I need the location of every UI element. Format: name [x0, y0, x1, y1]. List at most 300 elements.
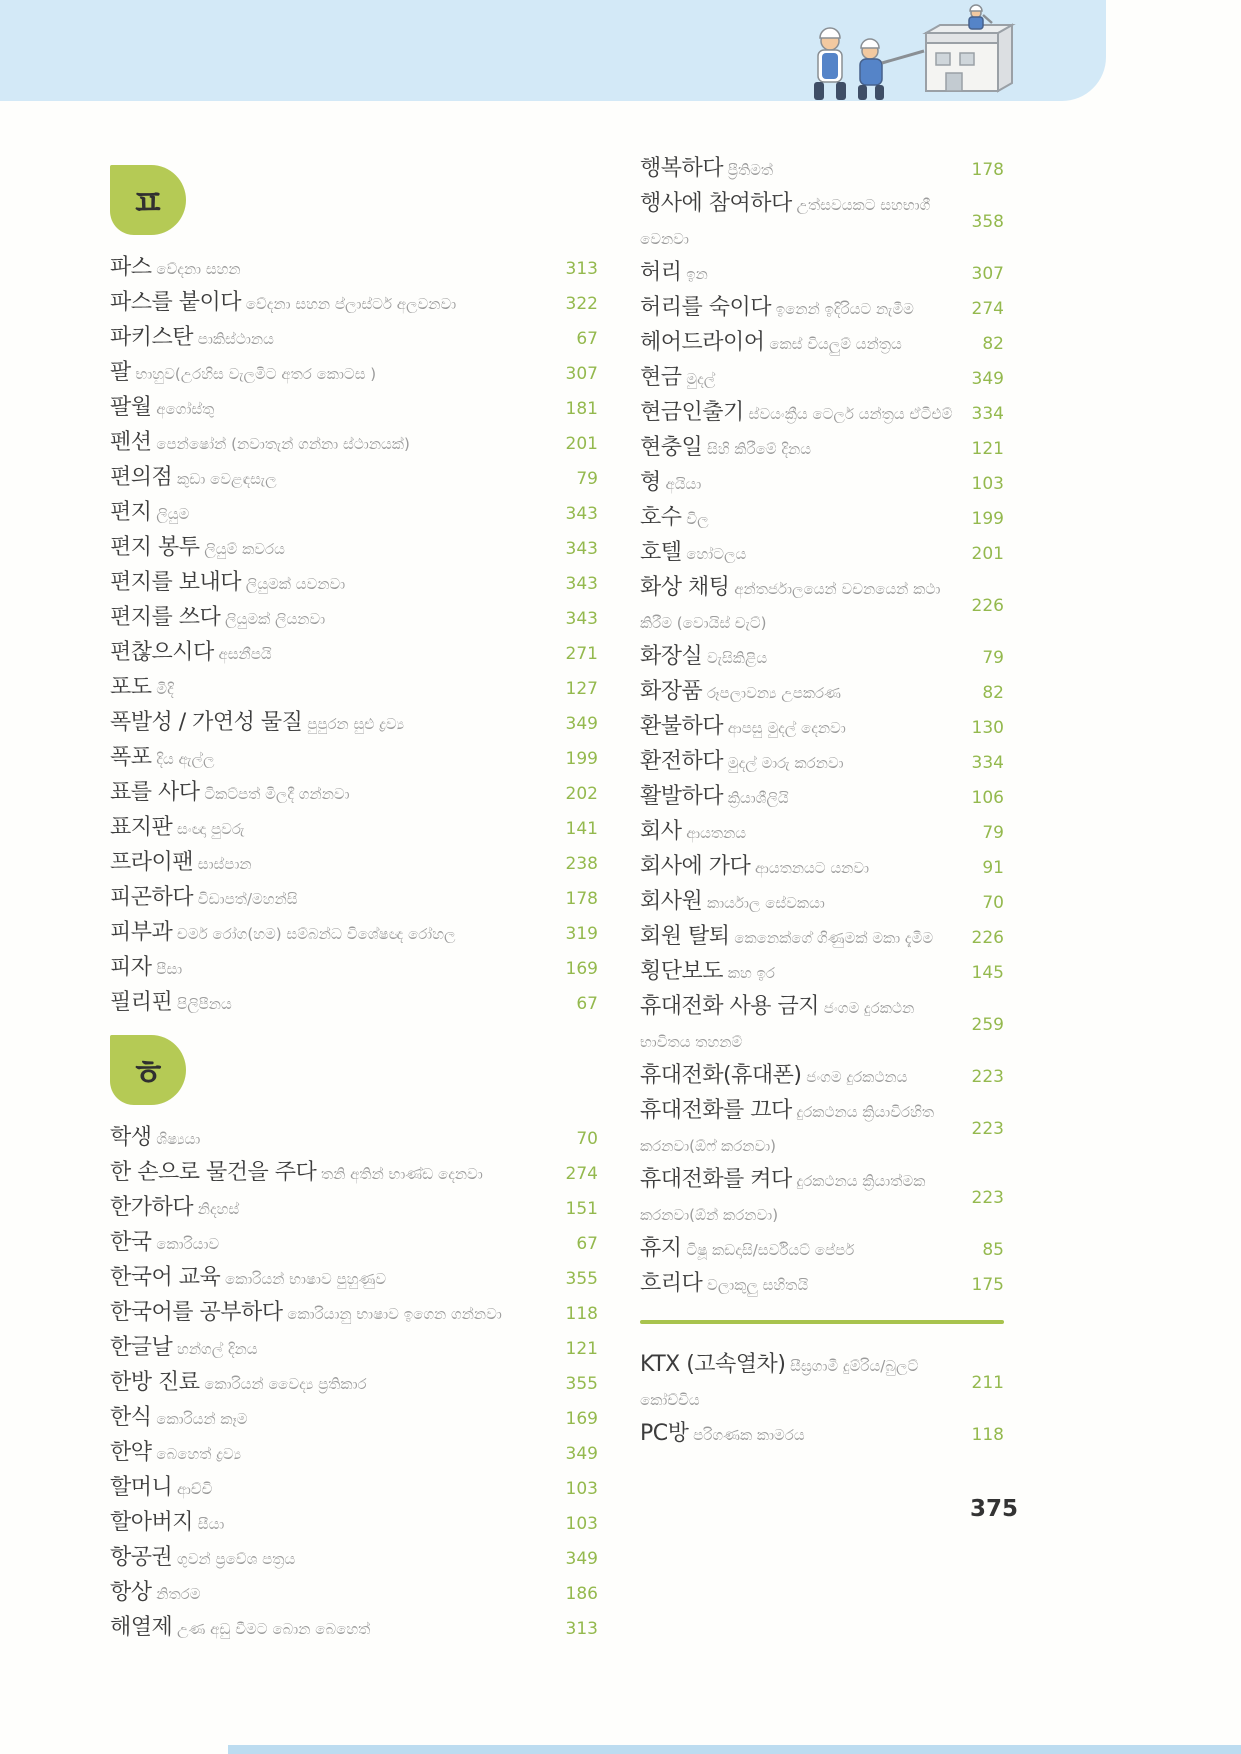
index-entry: [110, 846, 598, 881]
index-entry-korean: 한가하다: [110, 1195, 194, 1220]
index-entry-page: 199: [971, 508, 1004, 529]
index-entry: [110, 1331, 598, 1366]
index-entry-gloss: ටිෂූ කඩදාසි/සර්වියට් පේපර්: [681, 1241, 855, 1259]
index-entry-gloss: හන්ගල් දිනය: [172, 1340, 258, 1358]
index-entry-korean: 활발하다: [640, 784, 724, 809]
section-divider: [640, 1320, 1004, 1324]
index-entry: [640, 955, 1004, 990]
index-entry-korean: 휴대전화를 끄다: [640, 1098, 792, 1123]
index-entry-page: 343: [565, 573, 598, 594]
index-entry-korean: 포도: [110, 675, 152, 700]
index-entry-korean: 파스를 붙이다: [110, 290, 242, 315]
index-entry: [110, 1506, 598, 1541]
index-entry-korean: 회사원: [640, 889, 703, 914]
index-entry-text: [110, 986, 564, 1021]
index-entry-page: 271: [565, 643, 598, 664]
index-entry-page: 103: [565, 1513, 598, 1534]
index-entry: [110, 321, 598, 356]
index-entry: [640, 501, 1004, 536]
index-entry: [110, 1226, 598, 1261]
index-entry-page: 178: [971, 159, 1004, 180]
index-entry-text: [640, 396, 970, 431]
index-entry-text: [640, 501, 970, 536]
index-entry-page: 199: [565, 748, 598, 769]
index-entry-page: 118: [565, 1303, 598, 1324]
index-entry: [110, 1156, 598, 1191]
index-entry-gloss: විල: [681, 510, 709, 528]
index-entry-page: 85: [982, 1239, 1004, 1260]
index-entry: [640, 291, 1004, 326]
index-entry-text: [110, 1401, 564, 1436]
index-entry-gloss: තනි අතින් භාණ්ඩ දෙනවා: [316, 1165, 483, 1183]
index-entry: [640, 640, 1004, 675]
section-badge: ㅍ: [110, 165, 186, 235]
index-entry-page: 67: [576, 1233, 598, 1254]
index-entry-text: [110, 1296, 564, 1331]
index-entry-gloss: සීඝ්‍රගාමී දුම්රිය/බුලට් කෝච්චිය: [640, 1357, 919, 1409]
index-entry-korean: 화상 채팅: [640, 575, 730, 600]
index-entry-korean: 편의점: [110, 465, 173, 490]
index-entry-text: [640, 1267, 970, 1302]
index-entry-gloss: ලියුමක් යවනවා: [241, 575, 346, 593]
index-entry-gloss: කෙස් වියලුම් යන්ත්‍රය: [764, 335, 902, 353]
index-entry-korean: 한국어 교육: [110, 1265, 221, 1290]
index-entry-text: [640, 466, 970, 501]
index-entry-gloss: වේදනා සහන ප්ලාස්ටර් අලවනවා: [241, 295, 457, 313]
index-entry-gloss: සංඥා පුවරු: [172, 820, 245, 838]
index-entry-korean: 팔월: [110, 395, 152, 420]
worker-carrying: [814, 28, 846, 100]
index-entry-korean: 펜션: [110, 430, 152, 455]
index-entry-page: 307: [971, 263, 1004, 284]
index-entry-text: [110, 1156, 564, 1191]
index-entry: [110, 1436, 598, 1471]
index-entry-text: [110, 251, 564, 286]
index-entry: [110, 636, 598, 671]
index-entry-gloss: පුපුරන සුළු ද්‍රව්‍ය: [302, 715, 405, 733]
index-entry-korean: 필리핀: [110, 990, 173, 1015]
index-entry-text: [110, 1506, 564, 1541]
index-entry: [110, 741, 598, 776]
index-entry-korean: 항상: [110, 1580, 152, 1605]
index-entry-korean: 학생: [110, 1125, 152, 1150]
index-entry-gloss: කොරියානු භාෂාව ඉගෙන ගන්නවා: [282, 1305, 502, 1323]
index-entry-page: 201: [971, 543, 1004, 564]
index-entry-gloss: කාර්යාල සේවකයා: [702, 894, 825, 912]
index-entry: [110, 601, 598, 636]
index-entry-gloss: බෙහෙත් ද්‍රව්‍ය: [151, 1445, 242, 1463]
index-entry-page: 313: [565, 1618, 598, 1639]
index-entry-text: [640, 361, 970, 396]
index-entry-page: 70: [982, 892, 1004, 913]
index-entry-text: [110, 1436, 564, 1471]
index-entry-text: [640, 291, 970, 326]
index-entry-page: 202: [565, 783, 598, 804]
index-entry-text: [110, 671, 564, 706]
index-entry-text: [110, 741, 564, 776]
index-entry-page: 121: [971, 438, 1004, 459]
index-entry-korean: 호텔: [640, 540, 682, 565]
index-entry: [110, 461, 598, 496]
index-entry: [110, 531, 598, 566]
index-entry-page: 358: [971, 211, 1004, 232]
building: [926, 25, 1012, 91]
index-entry-korean: KTX (고속열차): [640, 1352, 786, 1377]
index-entry-gloss: සීයා: [193, 1515, 225, 1533]
index-entry-text: [640, 536, 970, 571]
index-entry-gloss: ලියුම් කවරය: [199, 540, 285, 558]
index-entry-text: [110, 1611, 564, 1646]
index-entry-text: [110, 776, 564, 811]
index-entry-korean: 한방 진료: [110, 1370, 200, 1395]
index-entry-korean: 편지: [110, 500, 152, 525]
index-entry-gloss: කොරියන් කෑම: [151, 1410, 248, 1428]
index-entry: [640, 1059, 1004, 1094]
worker-helper: [858, 39, 924, 100]
index-entry-gloss: ස්වයංක්‍රීය ටෙලර් යන්ත්‍රය ඒටීඑම්: [743, 405, 953, 423]
index-entry-gloss: පෙන්ෂෝන් (නවාතැන් ගන්නා ස්ථානයක්): [151, 435, 410, 453]
index-entry-korean: 회원 탈퇴: [640, 924, 730, 949]
index-entry-text: [640, 571, 970, 640]
index-entry-gloss: පරිගණක කාමරය: [688, 1426, 805, 1444]
index-entry-page: 118: [971, 1424, 1004, 1445]
section-badge: ㅎ: [110, 1035, 186, 1105]
index-entry-korean: 폭포: [110, 745, 152, 770]
index-entry-gloss: සාස්පාන: [193, 855, 252, 873]
index-entry-gloss: සිහි කිරීමේ දිනය: [702, 440, 812, 458]
index-entry-text: [110, 951, 564, 986]
index-entry-korean: PC방: [640, 1421, 689, 1446]
index-entry-korean: 현금인출기: [640, 400, 744, 425]
index-entry-page: 106: [971, 787, 1004, 808]
index-entry-korean: 한 손으로 물건을 주다: [110, 1160, 317, 1185]
index-entry-text: [640, 710, 970, 745]
index-entry-text: [110, 1471, 564, 1506]
index-entry-gloss: අයියා: [660, 475, 702, 493]
index-entry-text: [640, 326, 970, 361]
index-entry-page: 343: [565, 608, 598, 629]
index-entry-korean: 휴대전화(휴대폰): [640, 1063, 802, 1088]
index-entry-page: 334: [971, 403, 1004, 424]
index-entry: [110, 1121, 598, 1156]
index-entry: [640, 920, 1004, 955]
index-entry-text: [110, 286, 564, 321]
index-entry: [640, 361, 1004, 396]
index-entry-gloss: ශිෂ්‍යයා: [151, 1130, 201, 1148]
index-entry-gloss: දුරකථනය ක්‍රියාවිරහිත කරනවා(ඕෆ් කරනවා): [640, 1103, 935, 1155]
index-entry-text: [640, 640, 970, 675]
index-entry-text: [110, 461, 564, 496]
index-entry-page: 313: [565, 258, 598, 279]
index-entry: [110, 391, 598, 426]
index-entry: [640, 1348, 1004, 1417]
index-entry-gloss: කොරියන් වෛද්‍ය ප්‍රතිකාර: [199, 1375, 367, 1393]
index-entry-korean: 해열제: [110, 1615, 173, 1640]
index-entry: [110, 671, 598, 706]
index-entry-text: [110, 356, 564, 391]
index-entry-text: [110, 1366, 564, 1401]
index-entry-gloss: උත්සවයකට සහභාගී වෙනවා: [640, 196, 931, 248]
index-entry-gloss: ගුවන් ප්‍රවේශ පත්‍රය: [172, 1550, 296, 1568]
index-entry: [110, 1611, 598, 1646]
index-entry-korean: 호수: [640, 505, 682, 530]
index-entry-text: [640, 955, 970, 990]
index-entry-korean: 현충일: [640, 435, 703, 460]
index-entry: [640, 466, 1004, 501]
index-entry-korean: 회사: [640, 819, 682, 844]
index-entry-korean: 허리를 숙이다: [640, 295, 772, 320]
index-entry: [110, 1471, 598, 1506]
index-entry-page: 67: [576, 328, 598, 349]
index-entry-gloss: ආයතනයට යනවා: [750, 859, 870, 877]
index-entry-gloss: ආපසු මුදල් දෙනවා: [723, 719, 846, 737]
index-entry: [640, 152, 1004, 187]
index-entry-korean: 허리: [640, 260, 682, 285]
index-entry-korean: 휴대전화를 켜다: [640, 1167, 792, 1192]
index-entry-gloss: වලාකුලු සහිතයි: [702, 1276, 809, 1294]
index-entry-page: 259: [971, 1014, 1004, 1035]
index-entry-text: [110, 1261, 564, 1296]
index-entry: [110, 1191, 598, 1226]
index-entry-page: 343: [565, 538, 598, 559]
index-entry-korean: 행복하다: [640, 156, 724, 181]
index-entry-gloss: නිතරම: [151, 1585, 201, 1603]
index-entry-text: [110, 1331, 564, 1366]
index-entry-text: [640, 920, 970, 955]
index-entry-page: 343: [565, 503, 598, 524]
index-entry-page: 130: [971, 717, 1004, 738]
construction-illustration: [808, 3, 1018, 103]
index-entry-page: 349: [565, 713, 598, 734]
index-entry-korean: 폭발성 / 가연성 물질: [110, 710, 303, 735]
index-entry-page: 238: [565, 853, 598, 874]
index-entry-gloss: ටිකට්පත් මිලදී ගන්නවා: [199, 785, 350, 803]
index-entry-page: 67: [576, 993, 598, 1014]
index-entry: [640, 815, 1004, 850]
index-entry-text: [110, 881, 564, 916]
index-entry-page: 223: [971, 1066, 1004, 1087]
index-entry-text: [640, 675, 970, 710]
index-entry-korean: 표지판: [110, 815, 173, 840]
index-entry-page: 349: [565, 1548, 598, 1569]
index-entry-page: 103: [971, 473, 1004, 494]
index-entry-page: 349: [971, 368, 1004, 389]
index-entry: [640, 745, 1004, 780]
index-entry-page: 82: [982, 333, 1004, 354]
index-entry: [640, 850, 1004, 885]
index-entry-page: 141: [565, 818, 598, 839]
index-entry-page: 169: [565, 1408, 598, 1429]
index-entry: [640, 780, 1004, 815]
index-entry-korean: 편지를 쓰다: [110, 605, 221, 630]
index-entry-korean: 피곤하다: [110, 885, 194, 910]
index-entry-page: 355: [565, 1268, 598, 1289]
index-entry-page: 349: [565, 1443, 598, 1464]
page-number: 375: [969, 1496, 1018, 1522]
index-entry-text: [640, 815, 970, 850]
index-entry-page: 355: [565, 1373, 598, 1394]
index-entry-korean: 환전하다: [640, 749, 724, 774]
index-entry-gloss: ලියුම: [151, 505, 190, 523]
index-entry: [110, 811, 598, 846]
index-entry-gloss: ජංගම දුරකථන භාවිතය තහනම්: [640, 999, 915, 1051]
index-entry-gloss: භාහුව(උරහිස වැලමිට අතර කොටස ): [130, 365, 377, 383]
index-entry-page: 226: [971, 595, 1004, 616]
index-entry-text: [640, 152, 970, 187]
index-entry-gloss: දුරකථනය ක්‍රියාත්මක කරනවා(ඕන් කරනවා): [640, 1172, 926, 1224]
index-entry-gloss: රූපලාවන්‍ය උපකරණ: [702, 684, 841, 702]
index-entry: [110, 1261, 598, 1296]
index-entry-page: 169: [565, 958, 598, 979]
index-entry-gloss: වැසිකිළිය: [702, 649, 768, 667]
index-entry-text: [110, 496, 564, 531]
index-entry: [110, 776, 598, 811]
index-entry: [640, 326, 1004, 361]
index-entry-page: 178: [565, 888, 598, 909]
index-entry: [640, 256, 1004, 291]
index-entry-korean: 편찮으시다: [110, 640, 214, 665]
index-entry-text: [110, 531, 564, 566]
index-entry-korean: 흐리다: [640, 1271, 703, 1296]
index-entry-gloss: කුඩා වෙළඳසැල: [172, 470, 277, 488]
index-entry: [640, 990, 1004, 1059]
index-entry-text: [110, 321, 564, 356]
header-band: [0, 0, 1106, 101]
index-entry-korean: 피부과: [110, 920, 173, 945]
index-entry-gloss: විඩාපත්/මහන්සි: [193, 890, 298, 908]
index-entry-text: [640, 990, 970, 1059]
index-entry-korean: 파키스탄: [110, 325, 194, 350]
index-entry-text: [110, 1576, 564, 1611]
index-entry-page: 334: [971, 752, 1004, 773]
index-entry-gloss: මුදල් මාරු කරනවා: [723, 754, 844, 772]
index-entry: [110, 706, 598, 741]
index-entry-korean: 휴대전화 사용 금지: [640, 994, 820, 1019]
index-entry: [640, 710, 1004, 745]
index-entry: [640, 431, 1004, 466]
index-entry-korean: 형: [640, 470, 661, 495]
index-entry-gloss: අන්තර්ජාලයෙන් වචනයෙන් කථා කිරීම (වොයිස් චැට්): [640, 580, 941, 632]
index-entry: [110, 916, 598, 951]
index-entry-page: 175: [971, 1274, 1004, 1295]
index-entry: [640, 536, 1004, 571]
index-entry-korean: 화장품: [640, 679, 703, 704]
index-entry-page: 181: [565, 398, 598, 419]
index-entry-text: [640, 885, 970, 920]
index-entry-gloss: ක්‍රියාශීලියි: [723, 789, 789, 807]
index-entry-page: 307: [565, 363, 598, 384]
index-entry-gloss: කහ ඉර: [723, 964, 775, 982]
index-entry-page: 322: [565, 293, 598, 314]
index-entry: [110, 1401, 598, 1436]
index-entry-gloss: උණ අඩු වීමට බොන බෙහෙත්: [172, 1620, 371, 1638]
index-entry-text: [640, 1348, 970, 1417]
index-entry-text: [640, 431, 970, 466]
index-entry-text: [640, 1094, 970, 1163]
index-entry-text: [110, 706, 564, 741]
index-entry-gloss: ප්‍රීතිමත්: [723, 161, 774, 179]
index-entry-korean: 행사에 참여하다: [640, 191, 792, 216]
index-entry-text: [640, 745, 970, 780]
index-entry-text: [110, 1121, 564, 1156]
index-entry-gloss: ලියුමක් ලියනවා: [220, 610, 326, 628]
index-entry: [110, 356, 598, 391]
index-entry-page: 103: [565, 1478, 598, 1499]
index-entry-text: [110, 426, 564, 461]
index-entry-korean: 한식: [110, 1405, 152, 1430]
index-entry-gloss: කොරියාව: [151, 1235, 220, 1253]
index-entry-korean: 헤어드라이어: [640, 330, 765, 355]
index-entry-korean: 파스: [110, 255, 152, 280]
index-entry-page: 151: [565, 1198, 598, 1219]
index-entry-gloss: ඉනෙන් ඉදිරියට නැමීම: [771, 300, 914, 318]
index-entry-text: [640, 256, 970, 291]
index-entry: [110, 286, 598, 321]
index-entry: [110, 496, 598, 531]
index-entry-text: [110, 566, 564, 601]
index-entry-korean: 팔: [110, 360, 131, 385]
index-entry-gloss: කොරියන් භාෂාව පුහුණුව: [220, 1270, 387, 1288]
index-entry-gloss: පීසා: [151, 960, 183, 978]
index-entry-text: [110, 601, 564, 636]
index-entry-text: [640, 1232, 970, 1267]
index-entry-page: 82: [982, 682, 1004, 703]
index-entry: [110, 1296, 598, 1331]
index-entry-text: [640, 187, 970, 256]
index-entry-page: 223: [971, 1118, 1004, 1139]
index-entry-page: 211: [971, 1372, 1004, 1393]
index-entry-gloss: අගෝස්තු: [151, 400, 215, 418]
index-entry-korean: 할아버지: [110, 1510, 194, 1535]
index-entry-korean: 한글날: [110, 1335, 173, 1360]
index-entry: [640, 885, 1004, 920]
index-entry-page: 319: [565, 923, 598, 944]
index-entry: [110, 251, 598, 286]
index-entry-text: [110, 811, 564, 846]
index-entry-page: 79: [982, 822, 1004, 843]
index-entry-page: 226: [971, 927, 1004, 948]
index-entry-gloss: මුදල්: [681, 370, 716, 388]
index-entry-gloss: ආච්චි: [172, 1480, 213, 1498]
index-entry-text: [110, 1226, 564, 1261]
index-entry-page: 79: [576, 468, 598, 489]
index-entry-korean: 횡단보도: [640, 959, 724, 984]
index-entry-korean: 한국어를 공부하다: [110, 1300, 283, 1325]
index-entry-gloss: පාකිස්ථානය: [193, 330, 274, 348]
index-entry-page: 127: [565, 678, 598, 699]
index-entry-gloss: ජංගම දුරකථනය: [801, 1068, 908, 1086]
index-entry-gloss: පිලිපීනය: [172, 995, 232, 1013]
index-entry: [640, 187, 1004, 256]
index-entry-text: [640, 780, 970, 815]
index-entry: [110, 881, 598, 916]
index-entry-korean: 피자: [110, 955, 152, 980]
index-entry-page: 70: [576, 1128, 598, 1149]
index-entry: [110, 426, 598, 461]
index-entry-page: 79: [982, 647, 1004, 668]
index-entry-korean: 편지 봉투: [110, 535, 200, 560]
index-entry-korean: 한약: [110, 1440, 152, 1465]
index-entry-korean: 현금: [640, 365, 682, 390]
index-entry-text: [640, 1417, 970, 1452]
index-entry: [640, 571, 1004, 640]
index-entry-page: 223: [971, 1187, 1004, 1208]
index-entry-text: [110, 391, 564, 426]
index-entry: [640, 1232, 1004, 1267]
index-entry-page: 91: [982, 857, 1004, 878]
index-entry-gloss: දිය ඇල්ල: [151, 750, 215, 768]
index-entry-text: [110, 916, 564, 951]
